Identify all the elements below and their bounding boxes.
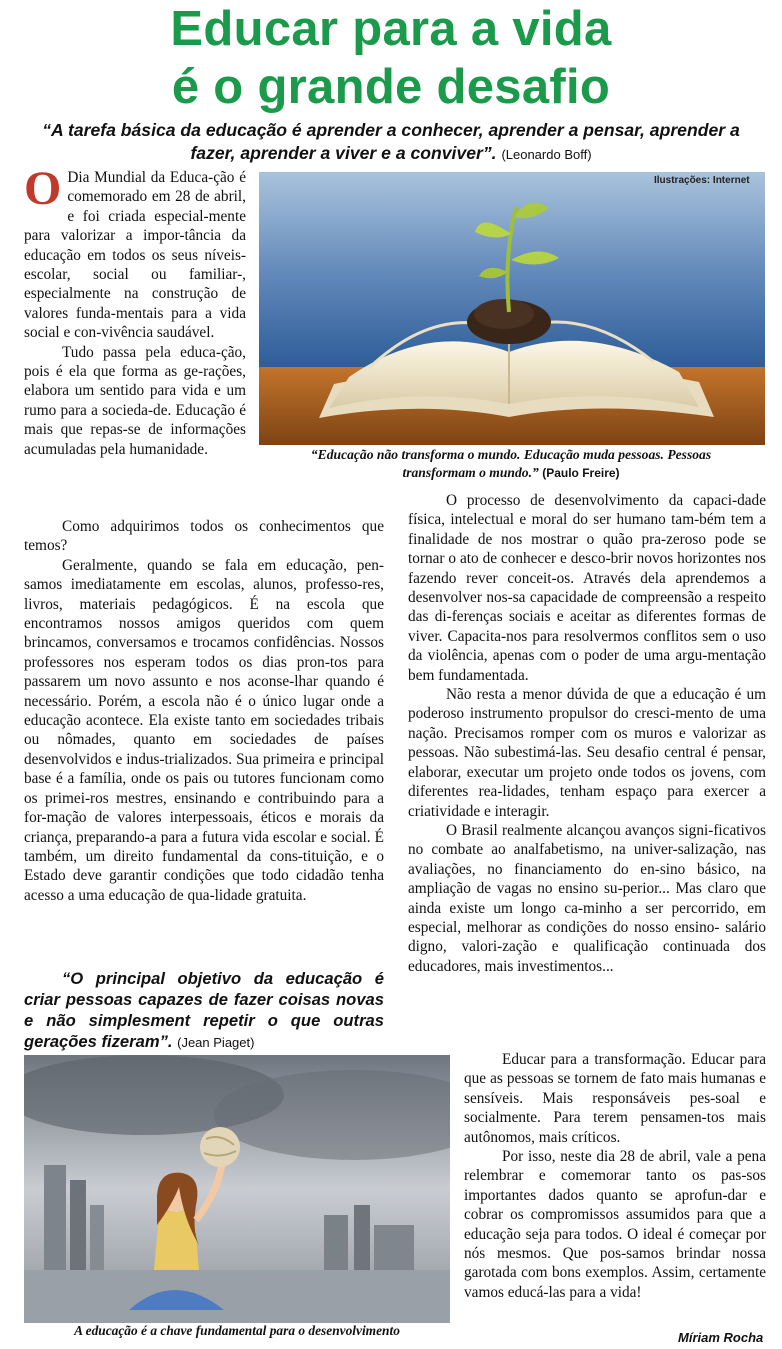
paragraph: Tudo passa pela educa-ção, pois é ela que forma as ge-rações, elabora um sentido para vida e um rumo para a socieda-de. Educação é mais que repas-se de informações acumuladas pela humanidade. (24, 343, 246, 458)
dropcap: O (24, 162, 62, 215)
girl-globe-illustration (24, 1055, 450, 1323)
paragraph: Educar para a transformação. Educar para que as pessoas se tornem de fato mais humanas e sensíveis. Mais responsáveis pes-soal e socialmente. Para terem pensamen-tos mais autônomos, mais críticos. (464, 1051, 766, 1146)
left-column-top (24, 162, 246, 459)
paragraph: Como adquirimos todos os conhecimentos que temos? (24, 518, 384, 555)
paragraph: Não resta a menor dúvida de que a educação é um poderoso instrumento propulsor do cresci-mento de uma nação. Precisamos romper com os muros e valorizar as pessoas. Não subestimá-las. Seu desafio central é pensar, elaborar, executar um projeto onde todos os jovens, com diferentes rea-lidades, tenham espaço para exercer a criatividade e interagir. (408, 686, 766, 820)
lead-quote (30, 119, 752, 166)
photo1-caption-text: “Educação não transforma o mundo. Educação muda pessoas. Pessoas transformam o mundo.” (310, 447, 712, 480)
lead-quote-author: (Leonardo Boff) (501, 147, 592, 162)
left-column-main (24, 517, 384, 905)
paragraph: Geralmente, quando se fala em educação, pen-samos imediatamente em escolas, alunos, professo-res, livros, materiais pedagógicos. É na escola que encontramos nossos amigos queridos com quem brincamos, conversamos e trocamos confidências. Nossos professores nos esperam todos os dias pron-tos para passarem um novo assunto e nos aconse-lhar quando é necessário. Porém, a escola não é o único lugar onde a educação acontece. Ela existe tanto em sociedades tribais ou nômades, quanto em sociedades de países desenvolvidos e indus-trializados. Sua primeira e principal base é a família, onde os pais ou tutores funcionam como os primei-ros mestres, ensinando e contribuindo para a for-mação de valores interpessoais, éticos e morais da criança, preparando-a para a futura vida escolar e social. É também, um direito fundamental da cons-tituição, e o Estado deve garantir condições que todo cidadão tenha acesso a uma educação de qua-lidade gratuita. (24, 556, 384, 904)
paragraph: Por isso, neste dia 28 de abril, vale a pena relembrar e comemorar tanto os pas-sos importantes dados quanto se aprofun-dar e cobrar os compromissos assumidos para que a educação seja para todos. O ideal é começar por nós mesmos. Que pos-samos brindar nossa garotada com bons exemplos. Assim, certamente vamos educá-las para a vida! (464, 1148, 766, 1301)
piaget-quote (24, 968, 384, 1053)
photo1-caption (276, 446, 746, 482)
headline-line-2: é o grande desafio (171, 60, 611, 114)
photo2-caption: A educação é a chave fundamental para o desenvolvimento (74, 1323, 400, 1338)
author-byline: Míriam Rocha (678, 1330, 764, 1345)
paragraph: O processo de desenvolvimento da capaci-dade física, intelectual e moral do ser humano tam-bém tem a finalidade de nos mostrar o quão pra-zeroso pode se tornar o ato de conhecer e desco-brir novos horizontes nos fazendo rever conceit-os. Através dela aprendemos a desenvolver nos-sa capacidade de compreensão a respeito das di-ferenças sociais e aceitar as diferentes formas de viver. Capacita-nos para resolvermos conflitos sem o uso da violência, apenas com o poder de uma argu-mentação bem fundamentada. (408, 492, 766, 684)
lead-quote-text: “A tarefa básica da educação é aprender a conhecer, aprender a pensar, aprender a fazer, aprender a viver e a conviver”. (42, 120, 740, 163)
paragraph (24, 162, 246, 343)
piaget-quote-author: (Jean Piaget) (177, 1035, 255, 1050)
headline-line-1: Educar para a vida (170, 2, 612, 56)
right-column (408, 491, 766, 976)
girl-globe-photo (24, 1055, 450, 1323)
book-plant-photo (259, 172, 765, 445)
paragraph-text: Dia Mundial da Educa-ção é comemorado em 28 de abril, e foi criada especial-mente para valorizar a impor-tância da educação em todos os seus níveis- escolar, social ou familiar-, especialmente na construção de valores funda-mentais para a vida social e con-vivência saudável. (24, 169, 246, 342)
photo1-caption-author: (Paulo Freire) (542, 466, 620, 480)
image-credit: Ilustrações: Internet (654, 175, 750, 186)
bottom-right-column (464, 1050, 766, 1302)
book-plant-illustration (259, 172, 765, 445)
headline (0, 0, 782, 116)
paragraph: O Brasil realmente alcançou avanços signi-ficativos no combate ao analfabetismo, na univer-salização, nas avaliações, no financiamento do en-sino básico, na ampliação de vagas no ensino su-perior... Mas claro que ainda existe um longo ca-minho a ser percorrido, em especial, melhorar as condições do nosso ensino- salário digno, valori-zação e qualificação continuada dos educadores, mais investimentos... (408, 821, 766, 975)
piaget-quote-text: “O principal objetivo da educação é criar pessoas capazes de fazer coisas novas e não simplesment repetir o que outras gerações fizeram”. (24, 969, 384, 1051)
